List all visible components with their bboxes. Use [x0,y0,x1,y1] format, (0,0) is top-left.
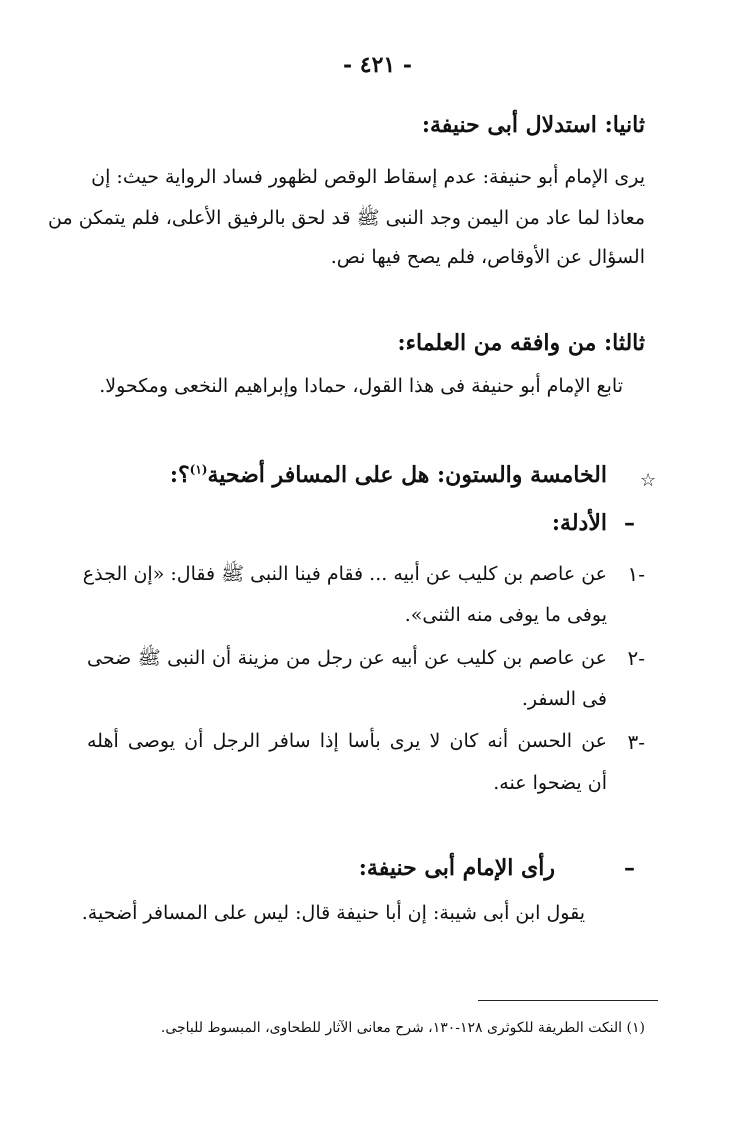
footnote [161,1020,645,1036]
evidence-item-3-line-1: عن الحسن أنه كان لا يرى بأسا إذا سافر الرجل أن يوصى أهله [87,730,607,752]
section-heading-istidlal: ثانيا: استدلال أبى حنيفة: [421,112,645,138]
footnote-text: النكت الطريفة للكوثرى ١٢٨-١٣٠، شرح معانى الآثار للطحاوى، المبسوط للباجى. [160,1020,623,1036]
evidence-item-1-line-1: عن عاصم بن كليب عن أبيه ... فقام فينا النبى ﷺ فقال: «إن الجذع [82,563,607,585]
evidence-item-3-line-2: أن يضحوا عنه. [493,772,607,794]
paragraph-line-2: معاذا لما عاد من اليمن وجد النبى ﷺ قد لحق بالرفيق الأعلى، فلم يتمكن من [48,207,645,229]
opinion-text: يقول ابن أبى شيبة: إن أبا حنيفة قال: ليس على المسافر أضحية. [81,902,585,924]
paragraph-line-1: يرى الإمام أبو حنيفة: عدم إسقاط الوقص لظهور فساد الرواية حيث: إن [91,166,645,188]
evidence-item-3-number: ٣- [627,730,645,754]
footnote-reference: (١) [189,462,208,477]
evidence-item-2-number: ٢- [627,646,645,670]
evidence-heading: الأدلة: [551,510,607,536]
footnote-number: (١) [626,1020,645,1036]
opinion-heading: رأى الإمام أبى حنيفة: [358,855,555,881]
question-title-text: الخامسة والستون: هل على المسافر أضحية [207,462,607,488]
opinion-dash: – [624,855,635,881]
evidence-dash: – [624,510,635,536]
question-title-end: ؟: [169,462,190,488]
evidence-item-1-number: ١- [627,562,645,586]
paragraph-line-3: السؤال عن الأوقاص، فلم يصح فيها نص. [330,246,645,268]
evidence-item-2-line-2: فى السفر. [521,688,607,710]
page-number: - ٤٢١ - [342,52,413,78]
section-heading-agreeing-scholars: ثالثا: من وافقه من العلماء: [397,330,645,356]
question-title [170,462,607,488]
star-icon: ☆ [640,470,657,491]
footnote-separator [478,1000,658,1001]
evidence-item-1-line-2: يوفى ما يوفى منه الثنى». [404,604,607,626]
agreeing-scholars-text: تابع الإمام أبو حنيفة فى هذا القول، حمادا وإبراهيم النخعى ومكحولا. [99,375,623,397]
evidence-item-2-line-1: عن عاصم بن كليب عن أبيه عن رجل من مزينة أن النبى ﷺ ضحى [87,647,607,669]
